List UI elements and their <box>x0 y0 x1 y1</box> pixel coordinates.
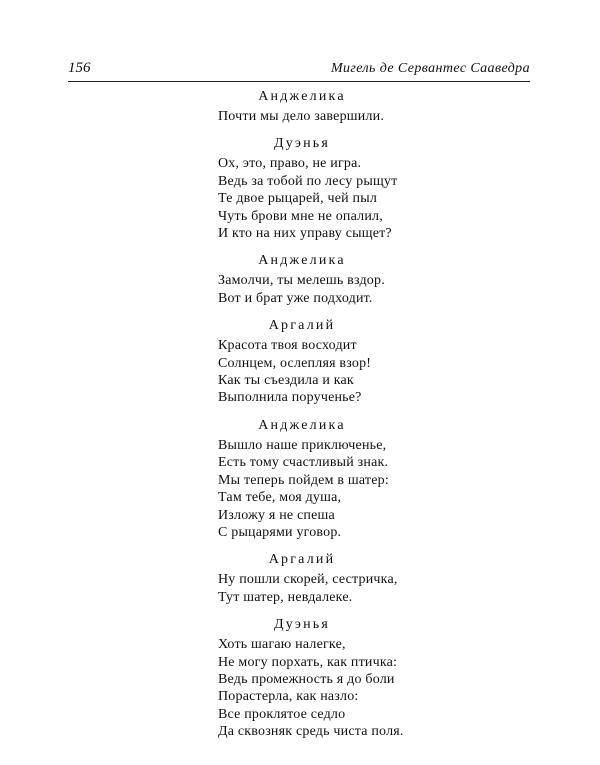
verse <box>218 272 600 307</box>
running-head <box>68 60 530 80</box>
verse-line: Почти мы дело завершили. <box>218 109 385 124</box>
speaker-name: Анджелика <box>258 89 346 104</box>
verse-line: Замолчи, ты мелешь вздор. <box>218 273 385 289</box>
dialogue-block <box>0 417 600 541</box>
speaker-name: Анджелика <box>258 417 346 433</box>
header-rule <box>68 81 530 82</box>
verse-line: Выполнила порученье? <box>218 390 362 406</box>
verse-line: Да сквозняк средь чиста поля. <box>218 724 404 740</box>
dialogue-block <box>0 616 600 740</box>
verse-line: Мы теперь пойдем в шатер: <box>218 472 389 488</box>
verse-line: Красота твоя восходит <box>218 338 357 354</box>
speaker-name: Дуэнья <box>273 136 331 152</box>
verse-line: Вот и брат уже подходит. <box>218 290 373 306</box>
verse-line: Ведь за тобой по лесу рыщут <box>218 173 398 189</box>
verse-line: Ох, это, право, не игра. <box>218 156 362 172</box>
verse <box>218 337 600 407</box>
verse-line: Вышло наше приключенье, <box>218 437 387 453</box>
verse-line: Все проклятое седло <box>218 706 346 722</box>
speaker-name: Анджелика <box>258 253 346 269</box>
verse-line: С рыцарями уговор. <box>218 524 342 540</box>
dialogue-block <box>0 551 600 606</box>
speaker-name: Дуэнья <box>273 617 331 633</box>
dialogue-block <box>0 88 600 125</box>
verse-line: Ведь промежность я до боли <box>218 671 395 687</box>
verse <box>218 155 600 242</box>
verse <box>218 437 600 541</box>
dialogue-block <box>0 317 600 407</box>
speaker-name: Аргалий <box>268 552 336 568</box>
speaker-name: Аргалий <box>268 318 336 334</box>
verse-line: Тут шатер, невдалеке. <box>218 589 353 605</box>
verse-line: Изложу я не спеша <box>218 507 335 523</box>
play-text <box>0 88 600 741</box>
verse-line: Есть тому счастливый знак. <box>218 455 389 471</box>
verse <box>218 571 600 606</box>
verse-line: Хоть шагаю налегке, <box>218 637 346 653</box>
dialogue-block <box>0 135 600 242</box>
verse-line: Как ты съездила и как <box>218 373 354 389</box>
running-title: Мигель де Сервантес Сааведра <box>330 61 530 76</box>
verse-line: И кто на них управу сыщет? <box>218 226 392 242</box>
verse <box>218 636 600 740</box>
dialogue-block <box>0 252 600 307</box>
verse <box>218 108 600 125</box>
verse-line: Те двое рыцарей, чей пыл <box>218 191 378 207</box>
verse-line: Не могу порхать, как птичка: <box>218 654 398 670</box>
verse-line: Ну пошли скорей, сестричка, <box>218 572 398 588</box>
verse-line: Порастерла, как назло: <box>218 689 359 705</box>
verse-line: Чуть брови мне не опалил, <box>218 208 383 224</box>
page-number: 156 <box>68 60 91 76</box>
verse-line: Там тебе, моя душа, <box>218 490 342 506</box>
verse-line: Солнцем, ослепляя взор! <box>218 355 372 371</box>
